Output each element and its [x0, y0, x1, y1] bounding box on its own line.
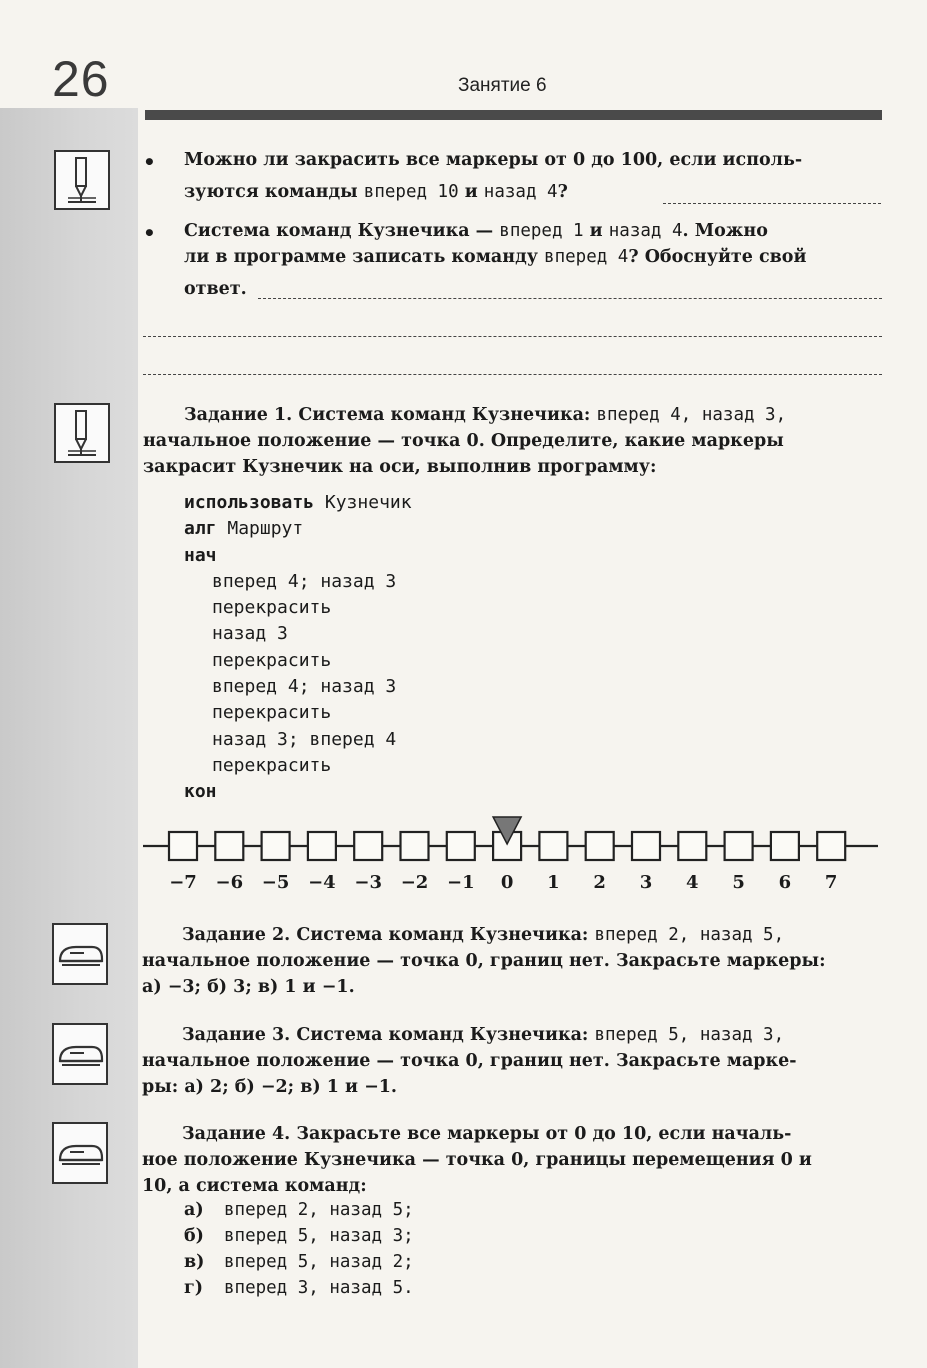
code-line	[184, 727, 412, 753]
option-text: вперед 2, назад 5;	[224, 1200, 414, 1220]
code-line	[184, 543, 412, 569]
code-keyword: использовать	[184, 492, 315, 513]
code-line	[184, 700, 412, 726]
code-text: перекрасить	[212, 649, 332, 671]
axis-tick-label: −4	[308, 872, 336, 893]
axis-marker-3[interactable]	[632, 832, 660, 860]
option-label: в)	[184, 1252, 205, 1272]
axis-tick-label: 6	[778, 872, 792, 893]
code-keyword: кон	[184, 781, 217, 803]
program-code	[184, 490, 412, 806]
axis-tick-label: 3	[639, 872, 653, 893]
code-line	[184, 595, 412, 621]
axis-tick-label: 7	[824, 872, 838, 893]
axis-marker-2[interactable]	[586, 832, 614, 860]
task-4-options	[184, 1197, 414, 1301]
code-line	[184, 779, 412, 805]
option-label: а)	[184, 1200, 204, 1220]
axis-marker-4[interactable]	[678, 832, 706, 860]
axis-marker-−1[interactable]	[447, 832, 475, 860]
option-text: вперед 5, назад 2;	[224, 1252, 414, 1272]
axis-marker-−4[interactable]	[308, 832, 336, 860]
code-line	[184, 753, 412, 779]
option-label: б)	[184, 1226, 204, 1246]
axis-tick-label: 0	[500, 872, 514, 893]
question-2: Система команд Кузнечика — вперед 1 и назад 4. Можно ли в программе записать команду вперед 4? Обоснуйте свой ответ.	[184, 221, 807, 299]
task-4-text: Задание 4. Закрасьте все маркеры от 0 до 10, если началь- ное положение Кузнечика — точка 0, границы перемещения 0 и 10, а система команд:	[142, 1124, 812, 1196]
axis-marker-7[interactable]	[817, 832, 845, 860]
axis-tick-label: 1	[547, 872, 560, 893]
option-row	[184, 1223, 414, 1249]
pencil-write-icon	[54, 403, 110, 463]
answer-line[interactable]	[663, 203, 881, 204]
answer-line[interactable]	[143, 374, 882, 375]
code-text: назад 3; вперед 4	[212, 728, 397, 750]
axis-tick-label: −1	[446, 872, 475, 893]
code-text: Маршрут	[216, 518, 304, 540]
axis-marker-−7[interactable]	[169, 832, 197, 860]
code-line	[184, 674, 412, 700]
pencil-write-icon	[54, 150, 110, 210]
axis-tick-label: 5	[732, 872, 745, 893]
axis-marker-6[interactable]	[771, 832, 799, 860]
axis-tick-label: −3	[354, 872, 383, 893]
bullet-marker: •	[143, 221, 156, 245]
code-line	[184, 621, 412, 647]
code-text: вперед 4; назад 3	[212, 676, 397, 698]
axis-tick-label: −5	[261, 872, 290, 893]
axis-marker-−6[interactable]	[215, 832, 243, 860]
axis-tick-label: −2	[400, 872, 429, 893]
code-keyword: нач	[184, 544, 217, 566]
lesson-title: Занятие 6	[458, 75, 547, 96]
option-row	[184, 1249, 414, 1275]
option-text: вперед 3, назад 5.	[224, 1278, 414, 1298]
axis-marker-−2[interactable]	[401, 832, 429, 860]
number-axis	[140, 812, 885, 898]
computer-mouse-icon	[52, 1023, 108, 1085]
axis-tick-label: −6	[215, 872, 244, 893]
code-line	[184, 490, 412, 516]
axis-marker-1[interactable]	[539, 832, 567, 860]
axis-tick-label: 2	[593, 872, 606, 893]
option-label: г)	[184, 1278, 204, 1298]
code-text: вперед 4; назад 3	[212, 570, 397, 592]
axis-marker-5[interactable]	[725, 832, 753, 860]
code-text: перекрасить	[212, 702, 332, 724]
task-3-text: Задание 3. Система команд Кузнечика: вперед 5, назад 3, начальное положение — точка 0, границ нет. Закрасьте марке- ры: а) 2; б) −2; в) 1 и −1.	[142, 1025, 797, 1097]
page-number: 26	[52, 51, 110, 107]
code-line	[184, 648, 412, 674]
task-2-text: Задание 2. Система команд Кузнечика: вперед 2, назад 5, начальное положение — точка 0, границ нет. Закрасьте маркеры: а) −3; б) 3; в) 1 и −1.	[142, 925, 826, 997]
code-keyword: алг	[184, 518, 217, 540]
axis-tick-label: −7	[169, 872, 197, 893]
code-line	[184, 569, 412, 595]
header-rule	[145, 110, 882, 120]
code-line	[184, 516, 412, 542]
computer-mouse-icon	[52, 1122, 108, 1184]
question-1: Можно ли закрасить все маркеры от 0 до 100, если исполь- зуются команды вперед 10 и назад 4?	[184, 150, 803, 202]
option-row	[184, 1275, 414, 1301]
answer-line[interactable]	[258, 298, 882, 299]
computer-mouse-icon	[52, 923, 108, 985]
bullet-marker: •	[143, 150, 156, 174]
axis-tick-label: 4	[686, 872, 699, 893]
code-text: Кузнечик	[314, 492, 412, 513]
answer-line[interactable]	[143, 336, 882, 337]
code-text: перекрасить	[212, 597, 332, 619]
option-row	[184, 1197, 414, 1223]
axis-marker-−3[interactable]	[354, 832, 382, 860]
code-text: перекрасить	[212, 754, 332, 776]
option-text: вперед 5, назад 3;	[224, 1226, 414, 1246]
axis-marker-−5[interactable]	[262, 832, 290, 860]
code-text: назад 3	[212, 623, 288, 645]
task-1-text: Задание 1. Система команд Кузнечика: вперед 4, назад 3, начальное положение — точка 0. Определите, какие маркеры закрасит Кузнечик на оси, выполнив программу:	[143, 405, 787, 477]
